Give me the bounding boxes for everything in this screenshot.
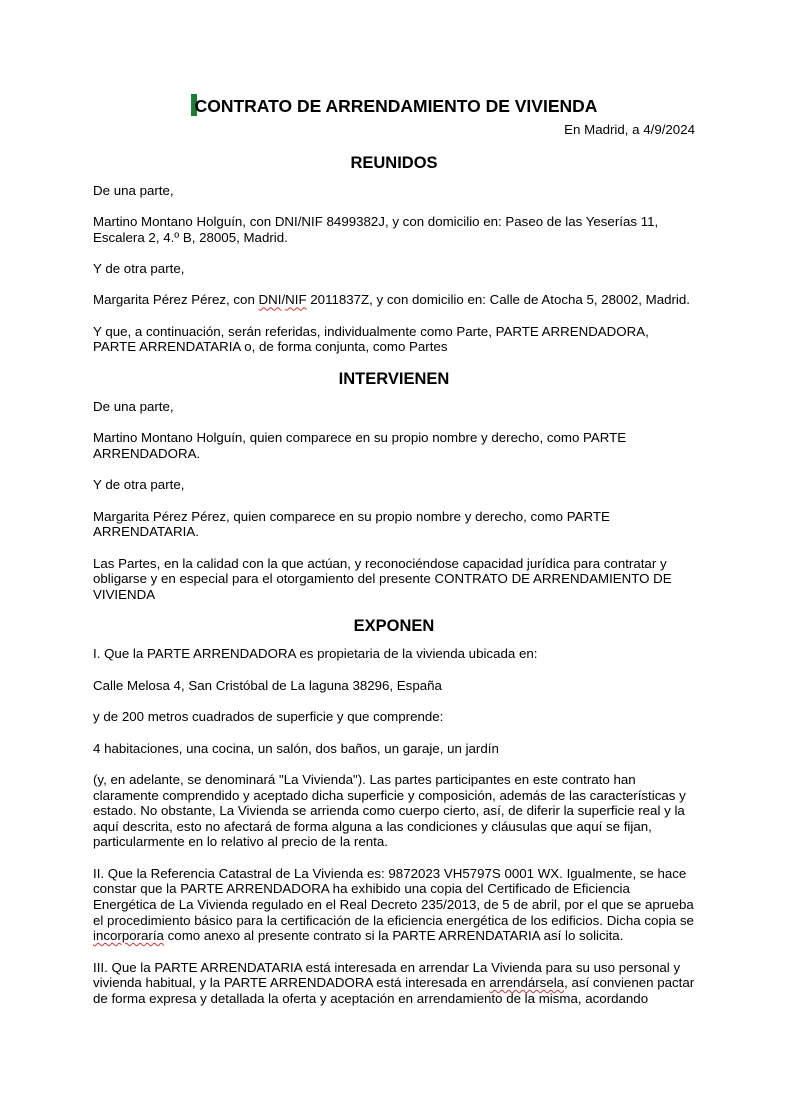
spellcheck-word[interactable]: DNI: [258, 292, 282, 308]
text-run: II. Que la Referencia Catastral de La Vivienda es: 9872023 VH5797S 0001 WX. Igualmente, se hace constar que la PARTE ARRENDADORA ha exhibido una copia del Certificado de Eficiencia Energética de La Vivienda regulado en el Real Decreto 235/2013, de 5 de abril, por el que se aprueba el procedimiento básico para la certificación de la eficiencia energética de los edificios. Dicha copia se: [93, 865, 694, 928]
paragraph: y de 200 metros cuadrados de superficie y que comprende:: [93, 709, 444, 725]
paragraph: Martino Montano Holguín, con DNI/NIF 8499382J, y con domicilio en: Paseo de las Yeserías 11, Escalera 2, 4.º B, 28005, Madrid.: [93, 213, 659, 245]
text-run: III. Que la PARTE ARRENDATARIA está interesada en arrendar La Vivienda para su uso personal y vivienda habitual, y la PARTE ARRENDADORA está interesada en: [93, 959, 681, 991]
text-run: como anexo al presente contrato si la PARTE ARRENDATARIA así lo solicita.: [163, 928, 624, 944]
paragraph: De una parte,: [93, 182, 174, 198]
spellcheck-word[interactable]: NIF: [285, 292, 307, 308]
paragraph: De una parte,: [93, 398, 174, 414]
paragraph: [93, 292, 695, 308]
paragraph: [93, 960, 695, 1007]
paragraph: Martino Montano Holguín, quien comparece en su propio nombre y derecho, como PARTE ARRENDADORA.: [93, 430, 627, 461]
contract-date: En Madrid, a 4/9/2024: [564, 122, 695, 137]
text-run: Margarita Pérez Pérez, con: [93, 292, 259, 308]
paragraph: Y que, a continuación, serán referidas, individualmente como Parte, PARTE ARRENDADORA, PARTE ARRENDATARIA o, de forma conjunta, como Partes: [93, 323, 649, 355]
spellcheck-word[interactable]: incorporaría: [93, 928, 164, 944]
document-body: [93, 94, 695, 1022]
paragraph: Calle Melosa 4, San Cristóbal de La laguna 38296, España: [93, 677, 442, 693]
paragraph: Margarita Pérez Pérez, quien comparece en su propio nombre y derecho, como PARTE ARRENDATARIA.: [93, 508, 610, 540]
section-heading-intervienen: INTERVIENEN: [338, 369, 450, 388]
text-run: , así convienen pactar de forma expresa y detallada la oferta y aceptación en arrendamiento de la misma, acordando: [93, 975, 695, 1006]
text-run: /: [281, 292, 286, 308]
paragraph: I. Que la PARTE ARRENDADORA es propietaria de la vivienda ubicada en:: [93, 646, 538, 662]
contract-title: [93, 94, 695, 116]
section-heading-reunidos: REUNIDOS: [350, 153, 438, 172]
section-heading-exponen: EXPONEN: [353, 617, 435, 636]
paragraph: (y, en adelante, se denominará "La Vivienda"). Las partes participantes en este contrato han claramente comprendido y aceptado dicha superficie y composición, además de las características y estado. No obstante, La Vivienda se arrienda como cuerpo cierto, así, de diferir la superficie real y la aquí descrita, esto no afectará de forma alguna a las condiciones y cláusulas que aquí se fijan, particularmente en lo relativo al precio de la renta.: [93, 772, 686, 850]
paragraph: 4 habitaciones, una cocina, un salón, dos baños, un garaje, un jardín: [93, 740, 499, 756]
contract-title-text: CONTRATO DE ARRENDAMIENTO DE VIVIENDA: [194, 96, 598, 116]
paragraph: Y de otra parte,: [93, 260, 185, 276]
paragraph: Y de otra parte,: [93, 477, 185, 493]
spellcheck-word[interactable]: arrendársela: [489, 975, 565, 991]
paragraph: [93, 866, 695, 944]
text-run: 2011837Z, y con domicilio en: Calle de Atocha 5, 28002, Madrid.: [306, 292, 690, 308]
paragraph: Las Partes, en la calidad con la que actúan, y reconociéndose capacidad jurídica para contratar y obligarse y en especial para el otorgamiento del presente CONTRATO DE ARRENDAMIENTO DE VIVIENDA: [93, 555, 672, 602]
